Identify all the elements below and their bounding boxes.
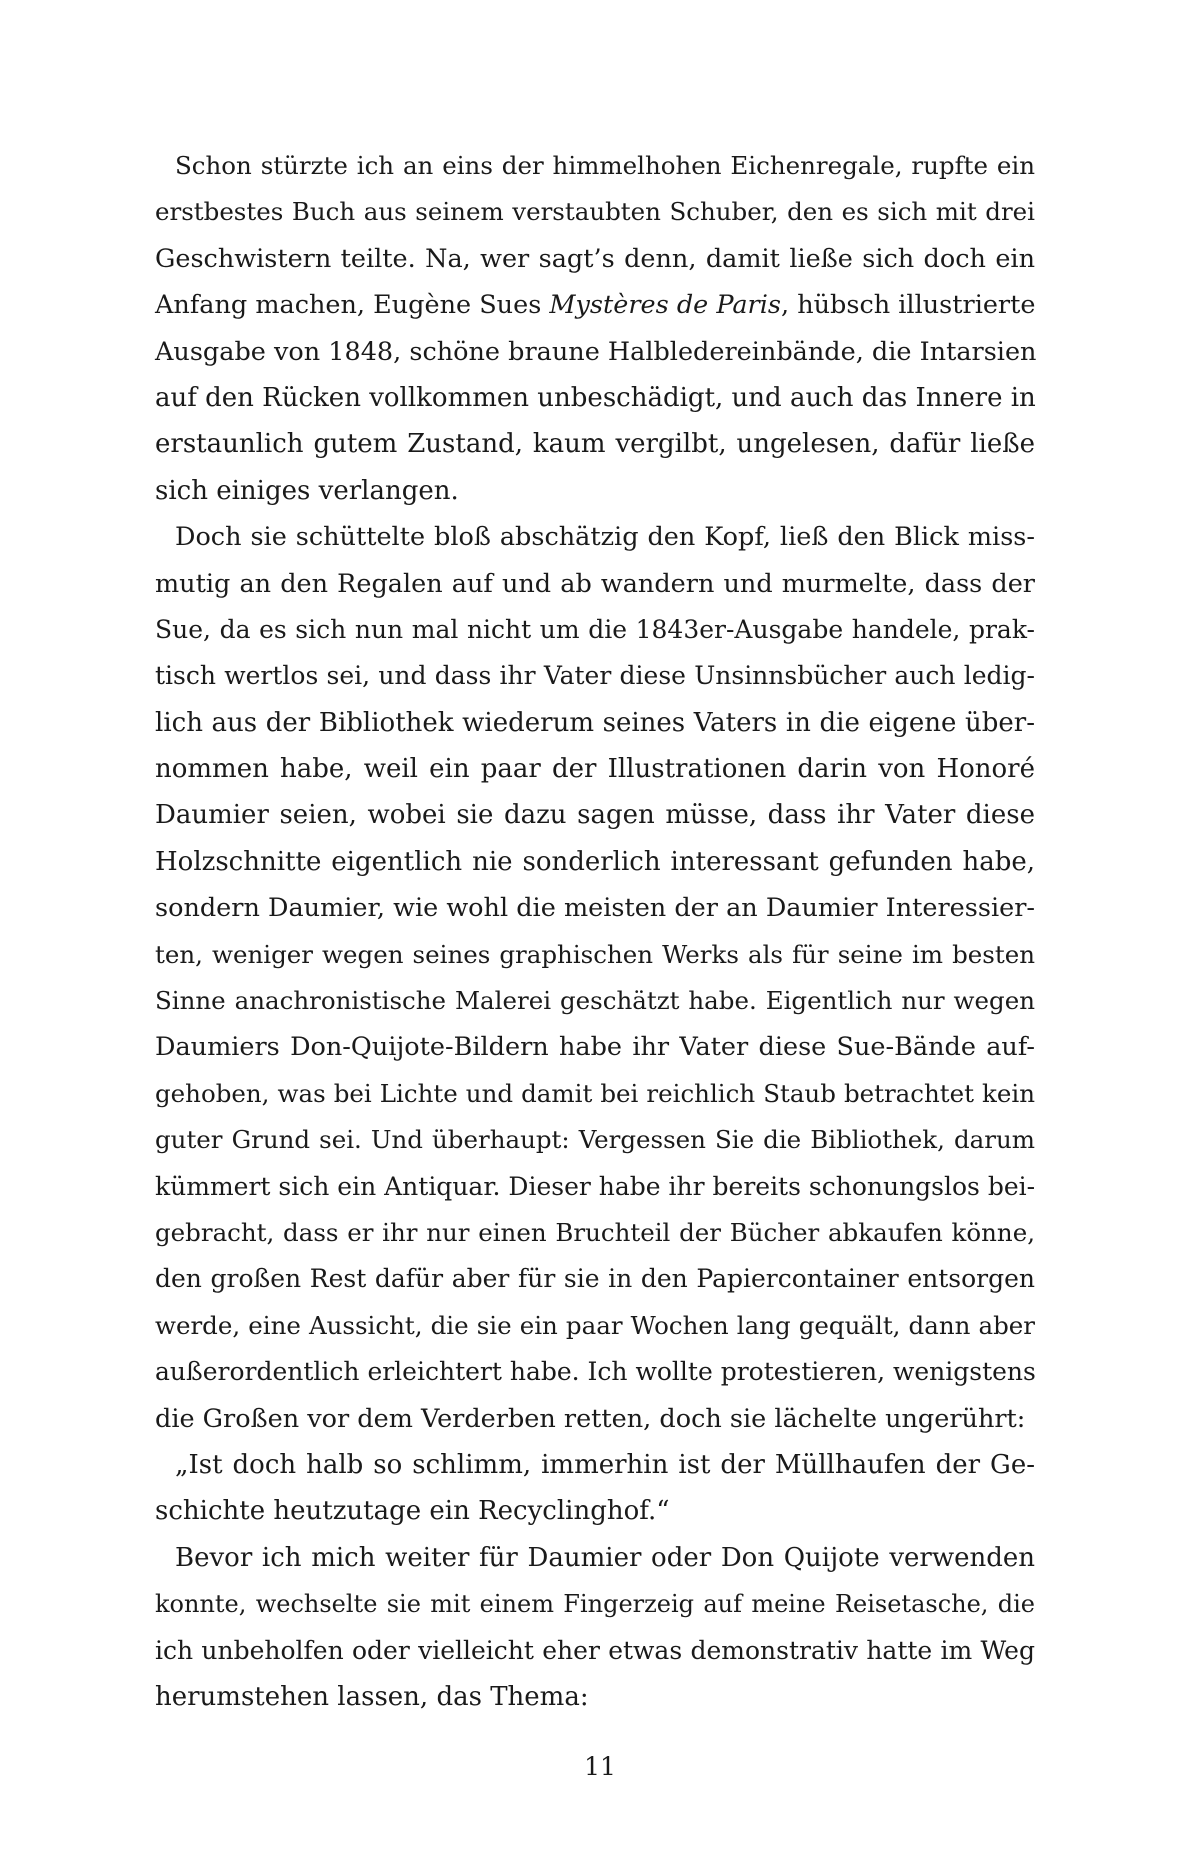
text-line: ich unbeholfen oder vielleicht eher etwas demonstrativ hatte im Weg: [155, 1635, 1035, 1665]
text-line: [155, 282, 1035, 328]
text-line: Sinne anachronistische Malerei geschätzt habe. Eigentlich nur wegen: [155, 986, 1035, 1016]
text-line: werde, eine Aussicht, die sie ein paar Wochen lang gequält, dann aber: [155, 1310, 1035, 1340]
italic-title: Mystères de Paris: [549, 290, 781, 321]
text-line: außerordentlich erleichtert habe. Ich wollte protestieren, wenigstens: [155, 1357, 1036, 1387]
text-line: tisch wertlos sei, und dass ihr Vater diese Unsinnsbücher auch ledig-: [155, 661, 1035, 691]
text-segment: , hübsch illustrierte: [781, 290, 1036, 321]
text-line: Schon stürzte ich an eins der himmelhohen Eichenregale, rupfte ein: [175, 151, 1035, 180]
text-line: gebracht, dass er ihr nur einen Bruchteil der Bücher abkaufen könne,: [155, 1217, 1035, 1247]
text-segment: Anfang machen, Eugène Sues: [155, 290, 550, 321]
text-line: gehoben, was bei Lichte und damit bei reichlich Staub betrachtet kein: [155, 1078, 1035, 1108]
text-line: konnte, wechselte sie mit einem Fingerzeig auf meine Reisetasche, die: [155, 1590, 1035, 1619]
text-line: Sue, da es sich nun mal nicht um die 1843er-Ausgabe handele, prak-: [155, 614, 1035, 644]
text-line: Geschwistern teilte. Na, wer sagt’s denn, damit ließe sich doch ein: [155, 243, 1035, 274]
text-line: sich einiges verlangen.: [155, 475, 459, 506]
text-line: die Großen vor dem Verderben retten, doch sie lächelte ungerührt:: [155, 1403, 1026, 1434]
text-line: Daumier seien, wobei sie dazu sagen müsse, dass ihr Vater diese: [155, 800, 1035, 831]
text-line: erstaunlich gutem Zustand, kaum vergilbt, ungelesen, dafür ließe: [155, 429, 1035, 460]
text-line: erstbestes Buch aus seinem verstaubten Schuber, den es sich mit drei: [155, 197, 1035, 227]
text-line: sondern Daumier, wie wohl die meisten der an Daumier Interessier-: [155, 893, 1035, 924]
text-line: auf den Rücken vollkommen unbeschädigt, und auch das Innere in: [155, 382, 1036, 413]
text-line: Ausgabe von 1848, schöne braune Halbledereinbände, die Intarsien: [155, 336, 1037, 367]
body-text: [155, 143, 1035, 1720]
text-line: kümmert sich ein Antiquar. Dieser habe ihr bereits schonungslos bei-: [155, 1171, 1036, 1201]
text-line: schichte heutzutage ein Recyclinghof.“: [155, 1496, 670, 1527]
text-line: ten, weniger wegen seines graphischen Werks als für seine im besten: [155, 939, 1035, 969]
text-line: lich aus der Bibliothek wiederum seines Vaters in die eigene über-: [155, 707, 1035, 738]
text-line: Bevor ich mich weiter für Daumier oder Don Quijote verwenden: [175, 1542, 1035, 1573]
text-line: herumstehen lassen, das Thema:: [155, 1681, 589, 1712]
text-line: „Ist doch halb so schlimm, immerhin ist der Müllhaufen der Ge-: [175, 1449, 1035, 1480]
text-line: nommen habe, weil ein paar der Illustrationen darin von Honoré: [155, 754, 1035, 785]
text-line: guter Grund sei. Und überhaupt: Vergessen Sie die Bibliothek, darum: [155, 1125, 1035, 1155]
text-line: Daumiers Don-Quijote-Bildern habe ihr Vater diese Sue-Bände auf-: [155, 1032, 1035, 1063]
text-line: Holzschnitte eigentlich nie sonderlich interessant gefunden habe,: [155, 846, 1035, 877]
text-line: mutig an den Regalen auf und ab wandern und murmelte, dass der: [155, 568, 1035, 599]
text-line: Doch sie schüttelte bloß abschätzig den Kopf, ließ den Blick miss-: [175, 522, 1035, 553]
page-number: 11: [584, 1752, 616, 1781]
text-line: den großen Rest dafür aber für sie in den Papiercontainer entsorgen: [155, 1264, 1035, 1294]
